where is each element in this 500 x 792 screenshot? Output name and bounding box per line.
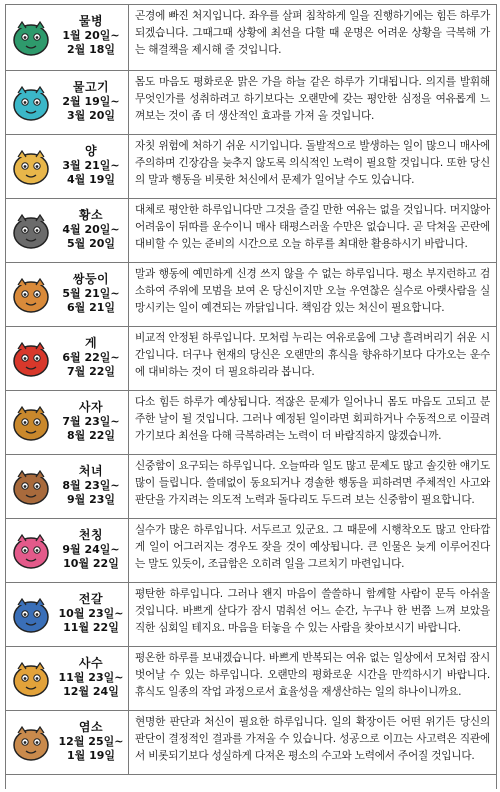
- fortune-text: 대체로 평안한 하루입니다만 그것을 즐길 만한 여유는 없을 것입니다. 머지않아 어려움이 뒤따를 운수이니 매사 태평스러울 수만은 없습니다. 곧 닥쳐올 곤란에 대비할 수 있는 준비의 시간으로 오늘 하루를 최대한 활용하시기 바랍니다.: [135, 204, 490, 250]
- zodiac-date-end: 2월 18일: [66, 43, 116, 56]
- zodiac-row: [6, 5, 496, 71]
- zodiac-sign-cell: [6, 327, 129, 390]
- zodiac-sign-cell: [6, 199, 129, 262]
- zodiac-row: [6, 583, 496, 647]
- maiden-icon: [9, 465, 53, 509]
- fortune-text: 비교적 안정된 하루입니다. 모처럼 누리는 여유로움에 그냥 흘려버리기 쉬운 시간입니다. 더구나 현재의 당신은 오랜만의 휴식을 향유하기보다 다가오는 운수에 대비하는 것이 더 필요하리라 봅니다.: [135, 332, 490, 378]
- zodiac-date-start: 1월 20일~: [62, 29, 120, 42]
- zodiac-date-start: 8월 23일~: [62, 479, 120, 492]
- archer-icon: [9, 657, 53, 701]
- zodiac-date-end: 4월 19일: [66, 173, 116, 186]
- zodiac-name: 양: [84, 144, 98, 158]
- zodiac-sign-cell: [6, 711, 129, 774]
- zodiac-row: [6, 71, 496, 135]
- fortune-text: 현명한 판단과 처신이 필요한 하루입니다. 일의 확장이든 어떤 위기든 당신의 판단이 결정적인 결과를 가져올 수 있습니다. 성공으로 이끄는 사고력은 직관에서 비롯되기보다 성실하게 다져온 평소의 수고와 노력에서 주어질 것입니다.: [135, 716, 490, 762]
- ram-icon: [9, 145, 53, 189]
- zodiac-sign-cell: [6, 5, 129, 70]
- zodiac-date-end: 1월 19일: [66, 749, 116, 762]
- zodiac-name: 염소: [78, 720, 104, 734]
- zodiac-date-start: 5월 21일~: [62, 287, 120, 300]
- crab-icon: [9, 337, 53, 381]
- zodiac-sign-cell: [6, 391, 129, 454]
- zodiac-row: [6, 519, 496, 583]
- zodiac-date-start: 3월 21일~: [62, 159, 120, 172]
- fortune-text: 평탄한 하루입니다. 그러나 왠지 마음이 쓸쓸하니 함께할 사람이 문득 아쉬울 것입니다. 바쁘게 살다가 잠시 멈춰선 어느 순간, 누구나 한 번쯤 느껴 보았을 직한 심회일 테지요. 마음을 터놓을 수 있는 사람을 찾아보시기 바랍니다.: [135, 588, 490, 634]
- zodiac-date-start: 2월 19일~: [62, 95, 120, 108]
- fortune-text: 몸도 마음도 평화로운 맑은 가을 하늘 같은 하루가 기대됩니다. 의지를 발휘해 무엇인가를 성취하려고 하기보다는 오랜만에 갖는 평안한 심정을 여유롭게 느껴보는 것이 좀 더 생산적인 효과를 가져 올 것입니다.: [135, 76, 490, 122]
- fortune-text: 신중함이 요구되는 하루입니다. 오늘따라 일도 많고 문제도 많고 솔깃한 얘기도 많이 들립니다. 쓸데없이 동요되거나 경솔한 행동을 피하려면 주체적인 사고와 판단을 가지려는 의도적 노력과 돌다리도 두드려 보는 신중함이 필요합니다.: [135, 460, 490, 506]
- zodiac-sign-cell: [6, 519, 129, 582]
- zodiac-row: [6, 327, 496, 391]
- zodiac-row: [6, 647, 496, 711]
- zodiac-row: [6, 711, 496, 775]
- zodiac-name: 사수: [78, 656, 104, 670]
- scorpion-icon: [9, 593, 53, 637]
- zodiac-name: 천칭: [78, 528, 104, 542]
- scales-icon: [9, 529, 53, 573]
- zodiac-name: 황소: [78, 208, 104, 222]
- fortune-text: 다소 힘든 하루가 예상됩니다. 적잖은 문제가 일어나니 몸도 마음도 고되고 분주한 날이 될 것입니다. 그러나 예정된 일이라면 회피하거나 수동적으로 이끌려가기보다 최선을 다해 극복하려는 노력이 더 바람직하지 않겠습니까.: [135, 396, 490, 442]
- zodiac-row: [6, 135, 496, 199]
- fortune-text: 말과 행동에 예민하게 신경 쓰지 않을 수 없는 하루입니다. 평소 부지런하고 검소하여 주위에 모범을 보여 온 당신이지만 오늘 우연찮은 실수로 아랫사람을 실망시키는 일이 예견되는 까닭입니다. 책임감 있는 처신이 필요합니다.: [135, 268, 490, 314]
- zodiac-sign-cell: [6, 455, 129, 518]
- zodiac-date-end: 10월 22일: [63, 557, 119, 570]
- zodiac-name: 게: [84, 336, 98, 350]
- lion-icon: [9, 401, 53, 445]
- fortune-text: 평온한 하루를 보내겠습니다. 바쁘게 반복되는 여유 없는 일상에서 모처럼 잠시 벗어날 수 있는 하루입니다. 오랜만의 평화로운 시간을 만끽하시기 바랍니다. 휴식도 일종의 작업 과정으로서 효율성을 재생산하는 일의 하나이니까요.: [135, 652, 490, 698]
- zodiac-row: [6, 199, 496, 263]
- zodiac-date-start: 4월 20일~: [62, 223, 120, 236]
- zodiac-row: [6, 455, 496, 519]
- capricorn-goat-icon: [9, 16, 53, 60]
- zodiac-date-end: 5월 20일: [66, 237, 116, 250]
- zodiac-date-end: 8월 22일: [66, 429, 116, 442]
- fortune-text: 실수가 많은 하루입니다. 서두르고 있군요. 그 때문에 시행착오도 많고 안타깝게 일이 어그러지는 경우도 잦을 것이 예상됩니다. 큰 인물은 늦게 이루어진다는 말도 있듯이, 조급함은 오히려 일을 그르치기 마련입니다.: [135, 524, 490, 570]
- zodiac-date-start: 9월 24일~: [62, 543, 120, 556]
- fortune-text: 자칫 위험에 처하기 쉬운 시기입니다. 돌발적으로 발생하는 일이 많으니 매사에 주의하며 긴장감을 늦추지 않도록 의식적인 노력이 필요할 것입니다. 또한 당신의 말과 행동을 비롯한 처신에서 문제가 일어날 수도 있습니다.: [135, 140, 490, 186]
- zodiac-date-start: 12월 25일~: [58, 735, 124, 748]
- zodiac-date-end: 11월 22일: [63, 621, 119, 634]
- zodiac-date-end: 6월 21일: [66, 301, 116, 314]
- zodiac-date-end: 3월 20일: [66, 109, 116, 122]
- zodiac-name: 처녀: [78, 464, 104, 478]
- zodiac-sign-cell: [6, 263, 129, 326]
- goat-icon: [9, 721, 53, 765]
- zodiac-row: [6, 263, 496, 327]
- zodiac-name: 사자: [78, 400, 104, 414]
- zodiac-row: [6, 391, 496, 455]
- zodiac-date-end: 12월 24일: [63, 685, 119, 698]
- fish-icon: [9, 81, 53, 125]
- twins-icon: [9, 273, 53, 317]
- fortune-text: 곤경에 빠진 처지입니다. 좌우를 살펴 침착하게 일을 진행하기에는 힘든 하루가 되겠습니다. 그때그때 상황에 최선을 다할 때 운명은 어려운 상황을 극복해 가는 해결책을 제시해 줄 것입니다.: [135, 10, 490, 56]
- zodiac-sign-cell: [6, 71, 129, 134]
- zodiac-date-end: 7월 22일: [66, 365, 116, 378]
- zodiac-name: 물고기: [72, 80, 110, 94]
- zodiac-date-start: 11월 23일~: [58, 671, 124, 684]
- zodiac-name: 물병: [78, 14, 104, 28]
- zodiac-date-start: 6월 22일~: [62, 351, 120, 364]
- zodiac-date-start: 10월 23일~: [58, 607, 124, 620]
- zodiac-name: 쌍둥이: [72, 272, 110, 286]
- zodiac-name: 전갈: [78, 592, 104, 606]
- zodiac-sign-cell: [6, 583, 129, 646]
- bull-icon: [9, 209, 53, 253]
- zodiac-date-end: 9월 23일: [66, 493, 116, 506]
- zodiac-sign-cell: [6, 647, 129, 710]
- zodiac-date-start: 7월 23일~: [62, 415, 120, 428]
- horoscope-table: [5, 4, 497, 789]
- zodiac-sign-cell: [6, 135, 129, 198]
